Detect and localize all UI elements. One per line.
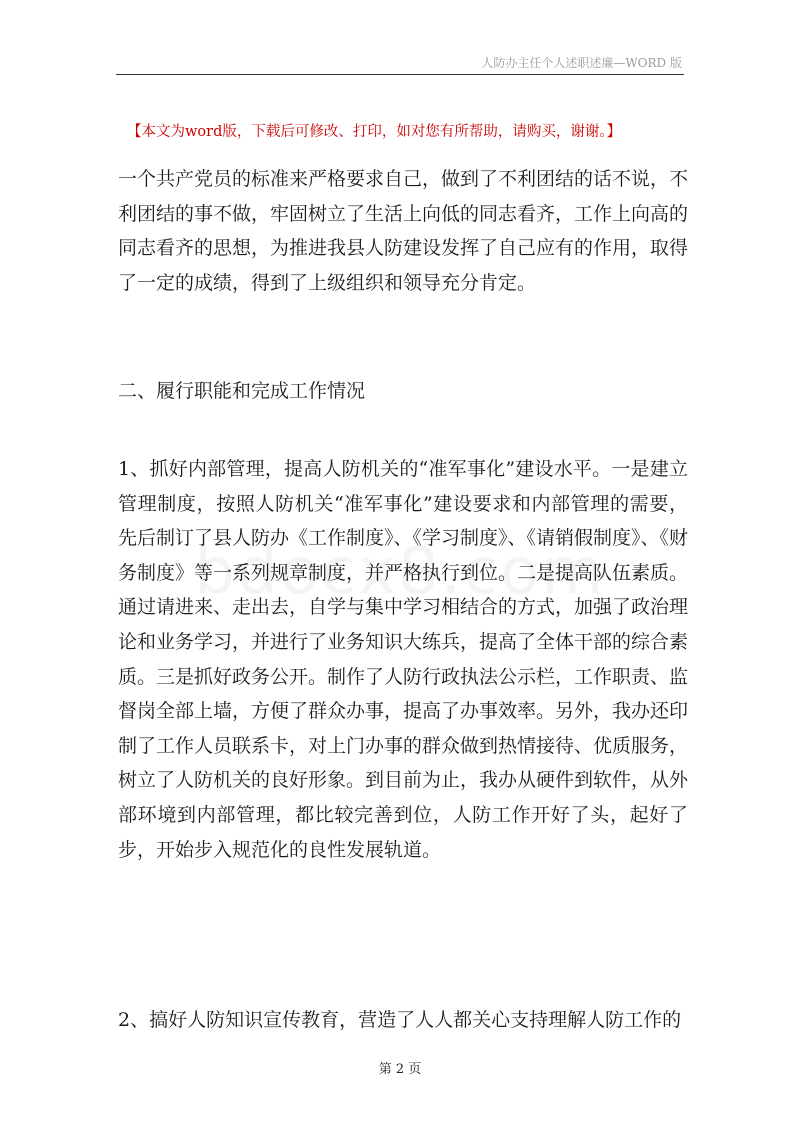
section-heading: 二、履行职能和完成工作情况 <box>118 380 366 402</box>
page-header-title: 人防办主任个人述职述廉—WORD 版 <box>481 56 682 70</box>
header-divider <box>116 74 684 75</box>
page-number: 第 2 页 <box>378 1062 422 1077</box>
paragraph-publicity: 2、搞好人防知识宣传教育，营造了人人都关心支持理解人防工作的 <box>118 1009 682 1031</box>
paragraph-intro: 一个共产党员的标准来严格要求自己，做到了不利团结的话不说，不利团结的事不做，牢固树立了生活上向低的同志看齐，工作上向高的同志看齐的思想，为推进我县人防建设发挥了自己应有的作用，取得了一定的成绩，得到了上级组织和领导充分肯定。 <box>118 168 689 294</box>
paragraph-internal-management: 1、抓好内部管理，提高人防机关的“准军事化”建设水平。一是建立管理制度，按照人防机关“准军事化”建设要求和内部管理的需要，先后制订了县人防办《工作制度》、《学习制度》、《请销假制度》、《财务制度》等一系列规章制度，并严格执行到位。二是提高队伍素质。通过请进来、走出去，自学与集中学习相结合的方式，加强了政治理论和业务学习，并进行了业务知识大练兵，提高了全体干部的综合素质。三是抓好政务公开。制作了人防行政执法公示栏，工作职责、监督岗全部上墙，方便了群众办事，提高了办事效率。另外，我办还印制了工作人员联系卡，对上门办事的群众做到热情接待、优质服务，树立了人防机关的良好形象。到目前为止，我办从硬件到软件，从外部环境到内部管理，都比较完善到位，人防工作开好了头，起好了步，开始步入规范化的良性发展轨道。 <box>118 458 689 861</box>
purchase-notice: 【本文为word版，下载后可修改、打印，如对您有所帮助，请购买，谢谢。】 <box>127 124 622 140</box>
